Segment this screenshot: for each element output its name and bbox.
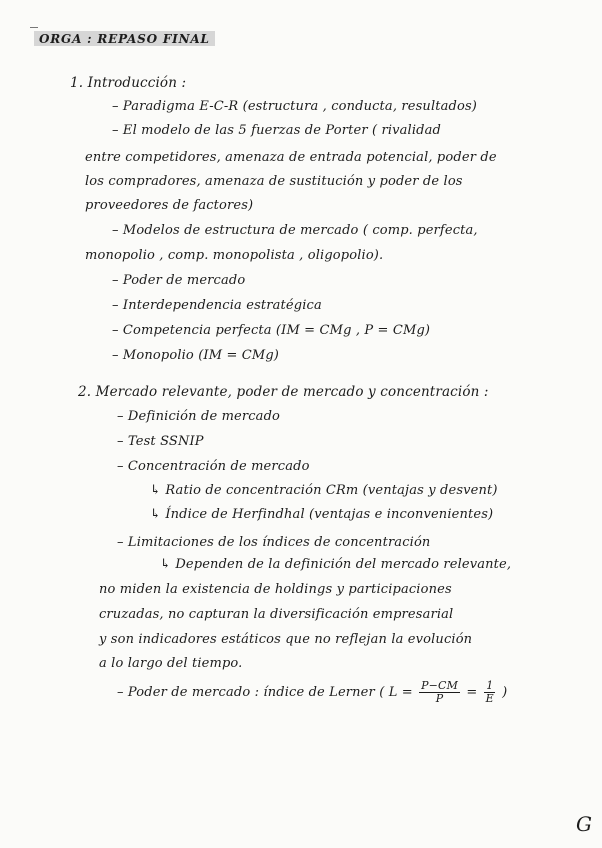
fraction-2-numerator: 1 [486, 679, 494, 692]
line-poder-mercado: – Poder de mercado [112, 273, 246, 288]
lerner-label: – Poder de mercado : índice de Lerner [117, 685, 375, 700]
fraction-1-denominator: P [435, 692, 444, 705]
fraction-1-numerator: P−CM [421, 679, 459, 692]
lerner-close-paren: ) [502, 685, 508, 700]
line-porter-2: entre competidores, amenaza de entrada potencial, poder de [85, 150, 497, 165]
page-number: G [576, 812, 592, 836]
line-tiempo: a lo largo del tiempo. [99, 656, 243, 671]
line-porter-4: proveedores de factores) [85, 198, 254, 213]
page-title: ORGA : REPASO FINAL [34, 31, 215, 46]
line-herfindhal: ↳ Índice de Herfindhal (ventajas e inconvenientes) [150, 507, 494, 522]
line-modelos-2: monopolio , comp. monopolista , oligopolio). [85, 248, 384, 263]
fraction-2-denominator: E [485, 692, 494, 705]
line-ssnip: – Test SSNIP [117, 434, 204, 449]
lerner-equals: = [466, 685, 478, 700]
lerner-lhs: L = [388, 685, 413, 700]
line-lerner [117, 680, 507, 705]
lerner-fraction-1 [419, 680, 460, 705]
section-2-heading: 2. Mercado relevante, poder de mercado y concentración : [78, 384, 489, 400]
margin-mark [30, 27, 38, 28]
section-1-heading: 1. Introducción : [70, 75, 187, 91]
line-definicion: – Definición de mercado [117, 409, 281, 424]
line-concentracion: – Concentración de mercado [117, 459, 310, 474]
line-porter-3: los compradores, amenaza de sustitución y poder de los [85, 174, 463, 189]
lerner-fraction-2 [484, 680, 496, 705]
line-competencia-perfecta: – Competencia perfecta (IM = CMg , P = CMg) [112, 323, 431, 338]
line-ecr: – Paradigma E-C-R (estructura , conducta, resultados) [112, 99, 478, 114]
line-modelos: – Modelos de estructura de mercado ( comp. perfecta, [112, 223, 478, 238]
line-interdependencia: – Interdependencia estratégica [112, 298, 322, 313]
line-limitaciones: – Limitaciones de los índices de concentración [117, 535, 431, 550]
line-estaticos: y son indicadores estáticos que no reflejan la evolución [99, 632, 473, 647]
line-ratio: ↳ Ratio de concentración CRm (ventajas y desvent) [150, 483, 498, 498]
lerner-open-paren: ( [379, 685, 385, 700]
line-dependen: ↳ Dependen de la definición del mercado relevante, [160, 557, 512, 572]
line-monopolio: – Monopolio (IM = CMg) [112, 348, 280, 363]
line-cruzadas: cruzadas, no capturan la diversificación empresarial [99, 607, 454, 622]
line-holdings: no miden la existencia de holdings y participaciones [99, 582, 452, 597]
line-porter: – El modelo de las 5 fuerzas de Porter ( rivalidad [112, 123, 442, 138]
